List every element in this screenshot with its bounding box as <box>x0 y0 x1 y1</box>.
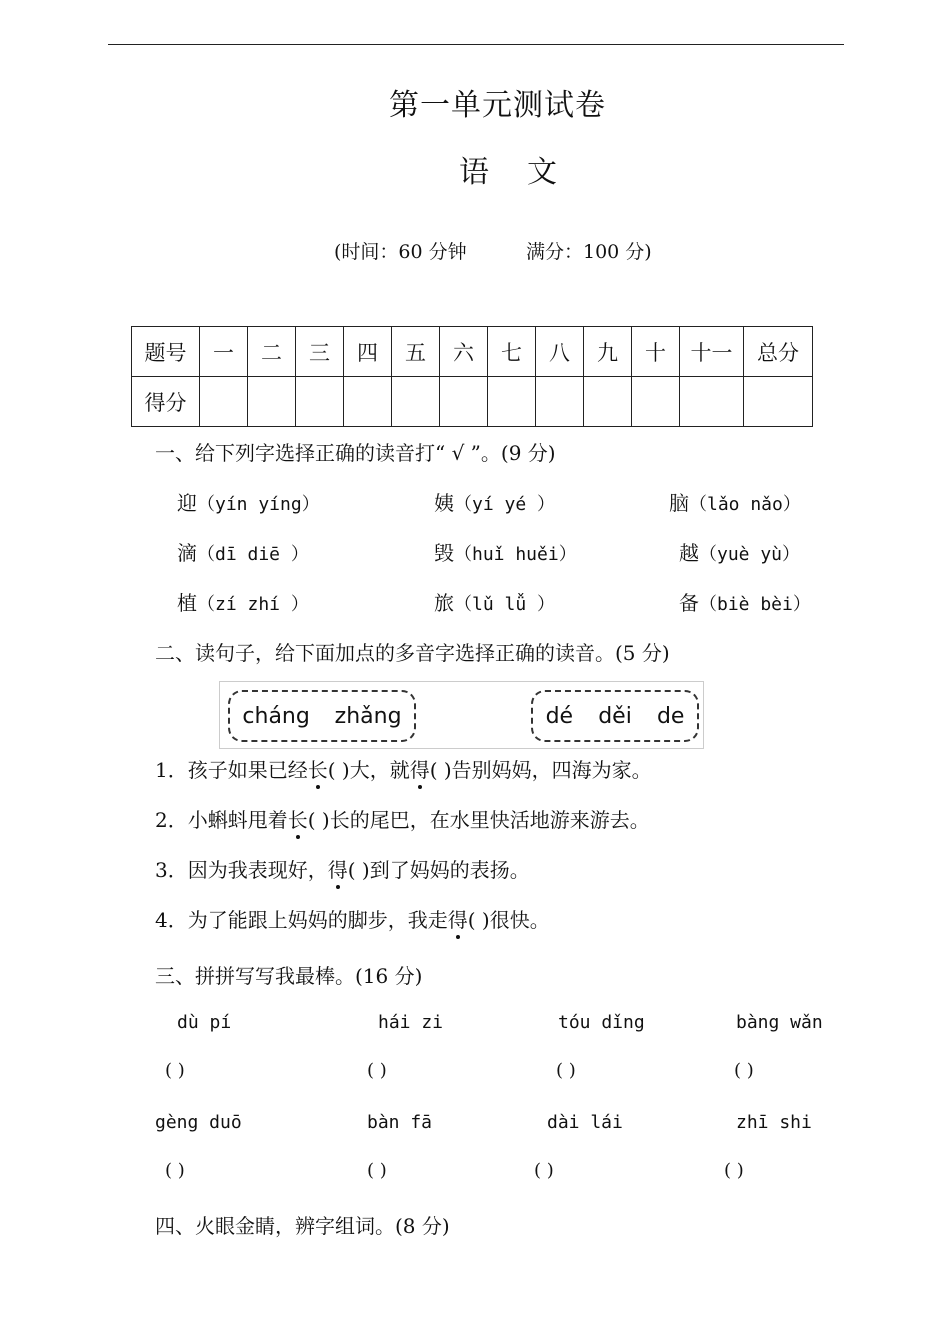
s3-answer-blank[interactable]: ( ) <box>556 1060 576 1081</box>
s3-pinyin: tóu dǐng <box>558 1012 645 1033</box>
dotted-char: 长 <box>287 808 308 832</box>
dotted-char: 长 <box>307 758 328 782</box>
s2-sentence-2 <box>155 804 650 833</box>
sentence-text: ( )到了妈妈的表扬。 <box>347 858 530 882</box>
s1-pinyin[interactable]: （huǐ huěi） <box>454 544 577 565</box>
score-cell-blank[interactable] <box>488 377 536 427</box>
s3-pinyin: bàn fā <box>367 1112 433 1133</box>
dotted-char: 得 <box>447 908 468 932</box>
sentence-text: 为了能跟上妈妈的脚步，我走 <box>187 908 448 932</box>
dotted-char: 得 <box>327 858 348 882</box>
sentence-text: 小蝌蚪甩着 <box>187 808 288 832</box>
s3-answer-blank[interactable]: ( ) <box>724 1160 744 1181</box>
s1-pinyin[interactable]: （lǎo nǎo） <box>689 494 801 515</box>
s1-item <box>679 587 811 616</box>
sentence-text: ( )很快。 <box>467 908 550 932</box>
score-cell-blank[interactable] <box>296 377 344 427</box>
score-table-score-row <box>132 377 813 427</box>
pinyin-option: cháng <box>242 703 310 729</box>
score-table-header-row <box>132 327 813 377</box>
s1-char: 植 <box>177 591 197 615</box>
score-table-cell: 五 <box>392 327 440 377</box>
sentence-number: 3． <box>155 858 188 882</box>
score-cell-blank[interactable] <box>200 377 248 427</box>
score-table-cell: 总分 <box>744 327 813 377</box>
pinyin-option: dé <box>545 703 574 729</box>
s1-pinyin[interactable]: （yín yíng） <box>197 494 320 515</box>
s3-pinyin: zhī shi <box>736 1112 812 1133</box>
score-cell-blank[interactable] <box>536 377 584 427</box>
s1-pinyin[interactable]: （yuè yù） <box>699 544 801 565</box>
sentence-number: 2． <box>155 808 188 832</box>
pinyin-options-panel <box>219 681 704 749</box>
score-info: 满分：100 分) <box>526 241 652 263</box>
score-table-cell: 三 <box>296 327 344 377</box>
page-title: 第一单元测试卷 <box>389 88 606 123</box>
pinyin-box-de-dei-de <box>531 690 699 742</box>
s1-item <box>679 537 800 566</box>
score-table-cell: 题号 <box>132 327 200 377</box>
subject-title: 语文 <box>459 155 595 190</box>
score-cell-blank[interactable] <box>248 377 296 427</box>
sentence-text: 因为我表现好， <box>187 858 328 882</box>
top-rule <box>108 44 844 45</box>
score-cell-blank[interactable] <box>680 377 744 427</box>
s3-answer-blank[interactable]: ( ) <box>367 1160 387 1181</box>
score-table-cell: 一 <box>200 327 248 377</box>
s1-item <box>177 587 309 616</box>
s3-pinyin: dù pí <box>177 1012 232 1033</box>
s2-sentence-4 <box>155 904 550 933</box>
score-cell-blank[interactable] <box>632 377 680 427</box>
s1-char: 备 <box>679 591 699 615</box>
time-info: (时间：60 分钟 <box>334 241 467 263</box>
section-1-heading: 一、给下列字选择正确的读音打“ √ ”。(9 分) <box>155 441 556 465</box>
sentence-number: 1． <box>155 758 188 782</box>
score-table-cell: 十一 <box>680 327 744 377</box>
sentence-text: 孩子如果已经 <box>187 758 308 782</box>
score-cell-blank[interactable] <box>584 377 632 427</box>
s1-pinyin[interactable]: （yí yé ） <box>454 494 556 515</box>
dotted-char: 得 <box>409 758 430 782</box>
sentence-text: ( )长的尾巴，在水里快活地游来游去。 <box>307 808 650 832</box>
score-cell-blank[interactable] <box>392 377 440 427</box>
score-table-cell: 七 <box>488 327 536 377</box>
score-table-cell: 二 <box>248 327 296 377</box>
s1-item <box>434 487 555 516</box>
s1-char: 姨 <box>434 491 454 515</box>
s1-item <box>434 587 555 616</box>
s1-char: 越 <box>679 541 699 565</box>
s3-pinyin: hái zi <box>378 1012 444 1033</box>
score-table-cell: 十 <box>632 327 680 377</box>
score-cell-blank[interactable] <box>344 377 392 427</box>
s1-pinyin[interactable]: （zí zhí ） <box>197 594 309 615</box>
sentence-text: ( )告别妈妈，四海为家。 <box>429 758 652 782</box>
s1-item <box>177 537 309 566</box>
s1-item <box>434 537 577 566</box>
s3-answer-blank[interactable]: ( ) <box>165 1160 185 1181</box>
score-table-cell: 九 <box>584 327 632 377</box>
s1-item <box>177 487 320 516</box>
s3-answer-blank[interactable]: ( ) <box>534 1160 554 1181</box>
score-cell-blank[interactable] <box>440 377 488 427</box>
s1-char: 脑 <box>669 491 689 515</box>
score-table-cell: 六 <box>440 327 488 377</box>
s1-pinyin[interactable]: （dī diē ） <box>197 544 309 565</box>
s2-sentence-1 <box>155 754 652 783</box>
pinyin-box-chang-zhang <box>228 690 416 742</box>
s1-char: 滴 <box>177 541 197 565</box>
s3-pinyin: bàng wǎn <box>736 1012 823 1033</box>
section-4-heading: 四、火眼金睛，辨字组词。(8 分) <box>155 1214 450 1238</box>
s3-pinyin: gèng duō <box>155 1112 242 1133</box>
score-table-cell: 四 <box>344 327 392 377</box>
s3-answer-blank[interactable]: ( ) <box>734 1060 754 1081</box>
s1-pinyin[interactable]: （biè bèi） <box>699 594 811 615</box>
s3-answer-blank[interactable]: ( ) <box>165 1060 185 1081</box>
section-3-heading: 三、拼拼写写我最棒。(16 分) <box>155 964 423 988</box>
score-table-cell: 得分 <box>132 377 200 427</box>
score-cell-blank[interactable] <box>744 377 813 427</box>
pinyin-option: de <box>656 703 685 729</box>
sentence-text: ( )大，就 <box>327 758 410 782</box>
s1-char: 迎 <box>177 491 197 515</box>
sentence-number: 4． <box>155 908 188 932</box>
score-table <box>131 326 813 427</box>
score-table-cell: 八 <box>536 327 584 377</box>
s1-item <box>669 487 801 516</box>
s3-answer-blank[interactable]: ( ) <box>367 1060 387 1081</box>
s1-char: 毁 <box>434 541 454 565</box>
section-2-heading: 二、读句子，给下面加点的多音字选择正确的读音。(5 分) <box>155 641 670 665</box>
pinyin-option: zhǎng <box>334 703 402 729</box>
s2-sentence-3 <box>155 854 530 883</box>
pinyin-option: děi <box>598 703 632 729</box>
s1-pinyin[interactable]: （lǔ lǚ ） <box>454 594 556 615</box>
s1-char: 旅 <box>434 591 454 615</box>
s3-pinyin: dài lái <box>547 1112 623 1133</box>
